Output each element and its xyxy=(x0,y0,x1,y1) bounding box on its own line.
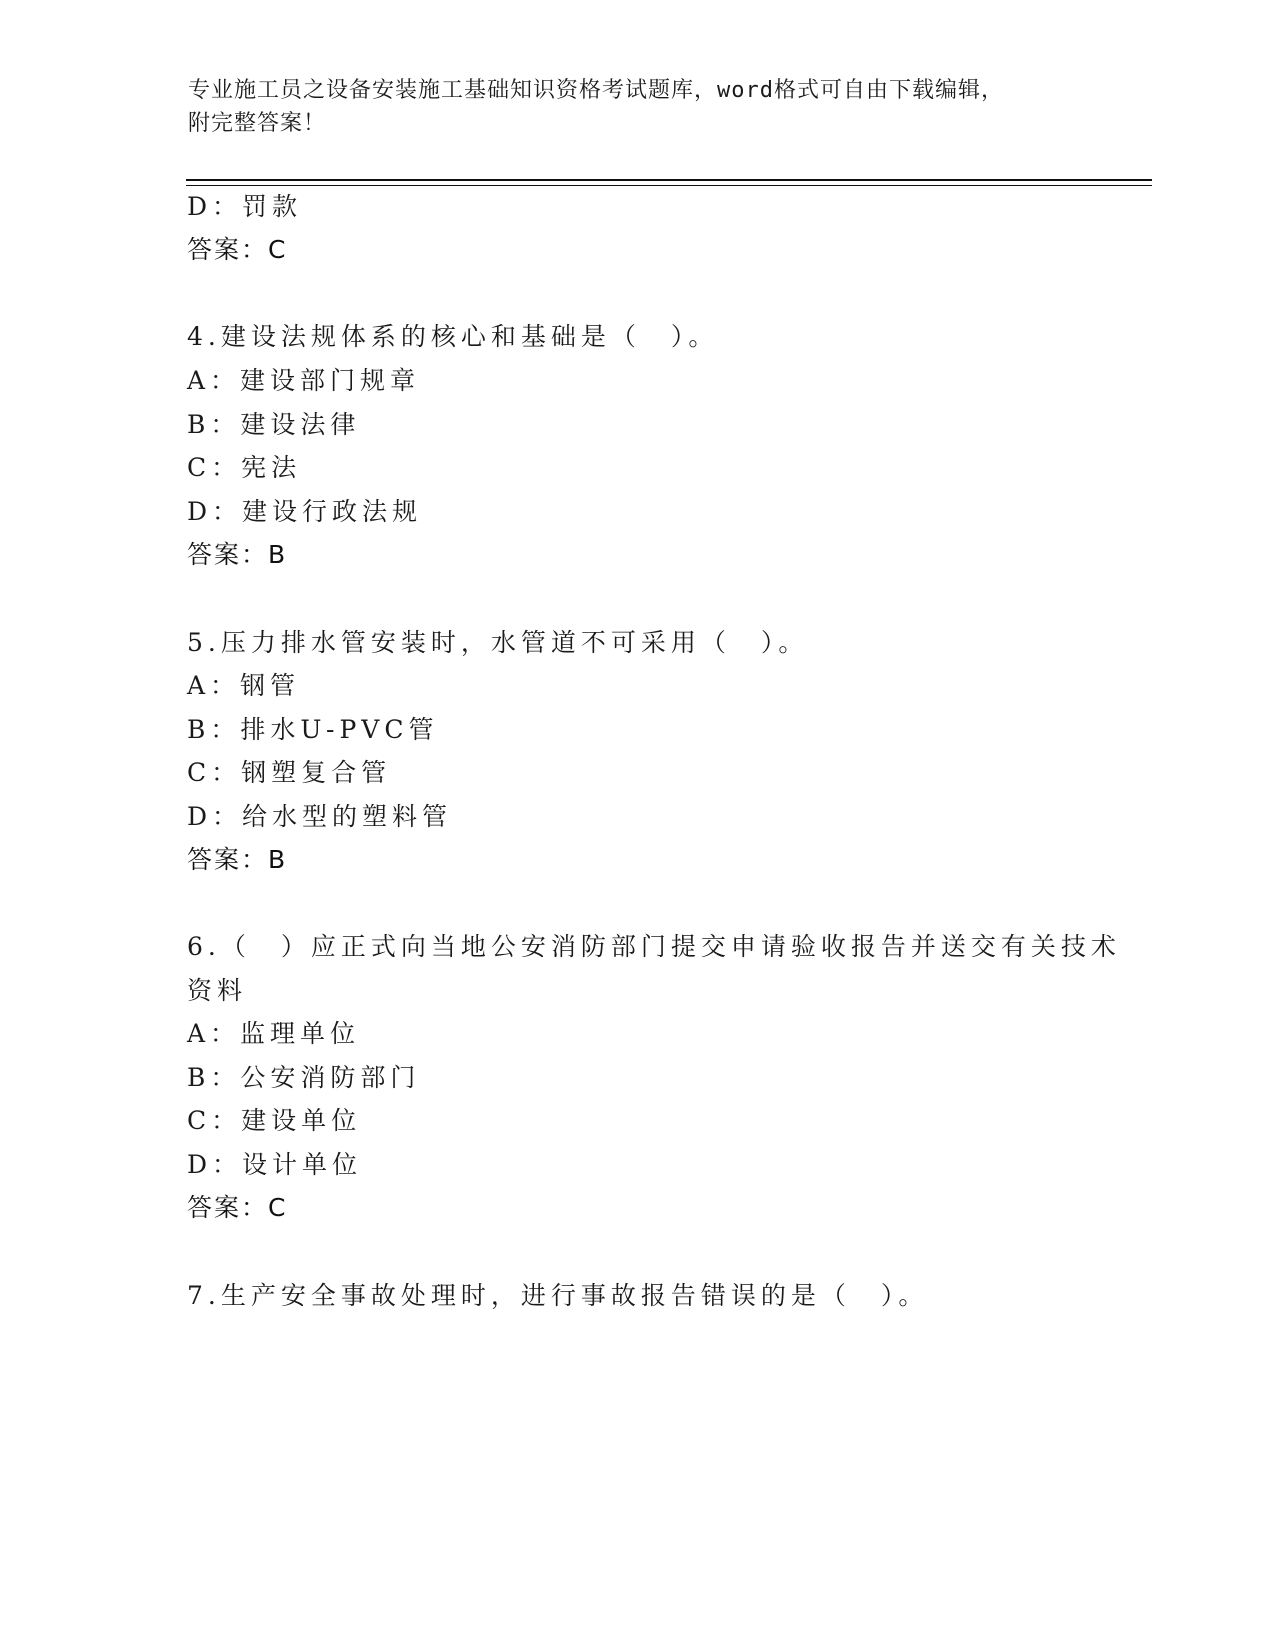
q4-option-b: B：建设法律 xyxy=(187,410,361,439)
document-header xyxy=(188,74,1088,140)
header-line-1: 专业施工员之设备安装施工基础知识资格考试题库，word格式可自由下载编辑， xyxy=(188,78,1004,103)
q6-stem-line-2: 资料 xyxy=(187,976,248,1005)
q4-answer: 答案：B xyxy=(187,540,288,569)
q5-option-b: B：排水U-PVC管 xyxy=(187,715,439,744)
q4-option-d: D：建设行政法规 xyxy=(187,497,423,526)
q4-stem: 4.建设法规体系的核心和基础是（ ）。 xyxy=(187,322,719,351)
header-line-2: 附完整答案！ xyxy=(188,111,327,136)
q6-answer: 答案：C xyxy=(187,1193,288,1222)
q6-option-b: B：公安消防部门 xyxy=(187,1063,421,1092)
header-rule-thin xyxy=(186,185,1152,186)
q6-stem-line-1: 6.（ ）应正式向当地公安消防部门提交申请验收报告并送交有关技术 xyxy=(187,932,1121,961)
q6-option-d: D：设计单位 xyxy=(187,1150,363,1179)
q4-option-c: C：宪法 xyxy=(187,453,302,482)
q5-option-d: D：给水型的塑料管 xyxy=(187,802,453,831)
q5-answer: 答案：B xyxy=(187,845,288,874)
header-rule-thick xyxy=(186,179,1152,181)
q7-stem: 7.生产安全事故处理时，进行事故报告错误的是（ ）。 xyxy=(187,1281,929,1310)
q6-option-c: C：建设单位 xyxy=(187,1106,362,1135)
prev-answer: 答案：C xyxy=(187,235,288,264)
q4-option-a: A：建设部门规章 xyxy=(187,366,421,395)
q5-stem: 5.压力排水管安装时，水管道不可采用（ ）。 xyxy=(187,628,809,657)
q6-option-a: A：监理单位 xyxy=(187,1019,361,1048)
q5-option-a: A：钢管 xyxy=(187,671,301,700)
q5-option-c: C：钢塑复合管 xyxy=(187,758,392,787)
prev-option-d: D：罚款 xyxy=(187,192,303,221)
